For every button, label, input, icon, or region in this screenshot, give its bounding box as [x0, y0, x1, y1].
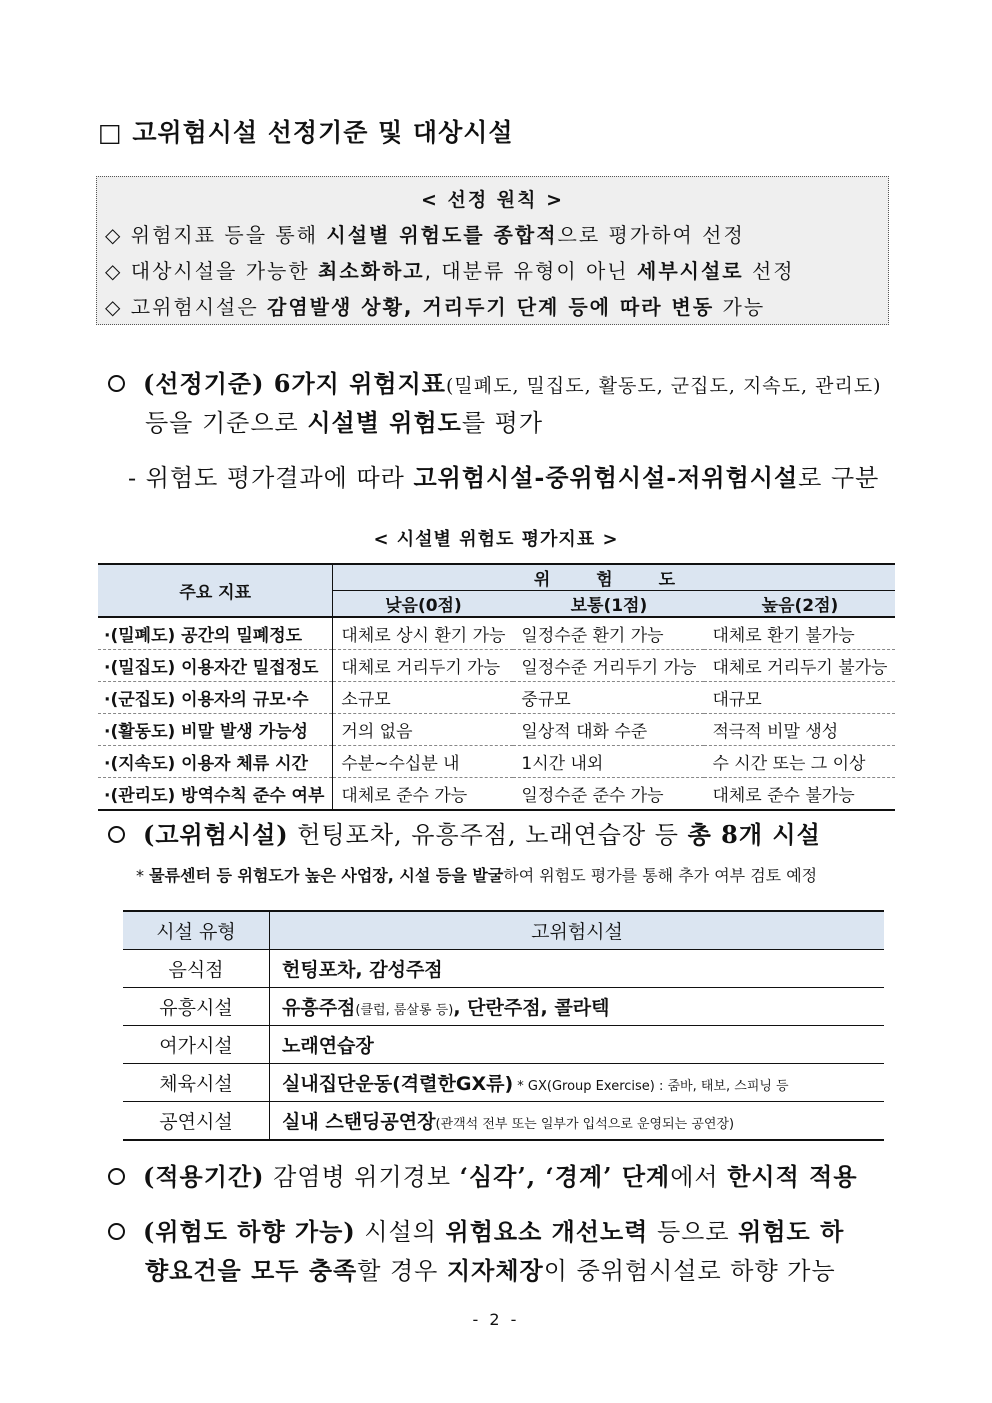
diamond-icon: ◇	[105, 295, 123, 319]
cell-mid: 중규모	[513, 682, 704, 714]
page-number: - 2 -	[472, 1310, 520, 1329]
facility-list	[270, 988, 885, 1026]
header-risk: 위 험 도	[333, 564, 896, 591]
cell-mid: 일정수준 환기 가능	[521, 626, 664, 646]
header-level-low: 낮음(0점)	[333, 591, 514, 618]
facility-list	[270, 950, 885, 988]
principle-line-1	[105, 219, 888, 248]
principle-text: 으로 평가하여 선정	[557, 223, 745, 247]
facility-note: (클럽, 룸살롱 등)	[355, 1003, 454, 1018]
table-row	[123, 1102, 884, 1141]
period-emphasis: 한시적 적용	[727, 1162, 858, 1191]
downgrade-emphasis: 위험도 하	[738, 1217, 845, 1246]
row-label: ·(활동도) 비말 발생 가능성	[98, 714, 333, 746]
table-row	[123, 950, 884, 988]
period-heading: (적용기간)	[143, 1162, 265, 1191]
principle-emphasis: 최소화하고	[318, 259, 425, 283]
high-risk-heading: (고위험시설)	[143, 820, 289, 849]
facility-list	[270, 1102, 885, 1141]
facility-note: * GX(Group Exercise) : 줌바, 태보, 스피닝 등	[513, 1079, 789, 1094]
cell-low: 수분~수십분 내	[333, 746, 514, 778]
diamond-icon: ◇	[105, 223, 123, 247]
cell-mid: 일정수준 거리두기 가능	[513, 650, 704, 682]
row-label: ·(지속도) 이용자 체류 시간	[98, 746, 333, 778]
facility-type: 공연시설	[123, 1102, 270, 1141]
high-risk-text: 헌팅포차, 유흥주점, 노래연습장 등	[288, 821, 688, 849]
principle-line-3	[105, 291, 888, 320]
cell-high: 대체로 준수 불가능	[704, 778, 895, 811]
downgrade-emphasis: 위험요소 개선노력	[445, 1217, 649, 1246]
principle-emphasis: 시설별 위험도를 종합적	[326, 223, 558, 247]
facility-names: 유흥주점	[282, 997, 356, 1019]
facility-type: 음식점	[123, 950, 270, 988]
criteria-heading: (선정기준) 6가지 위험지표	[143, 369, 446, 398]
downgrade-heading: (위험도 하향 가능)	[143, 1217, 356, 1246]
table-row	[98, 778, 895, 811]
cell-low: 대체로 상시 환기 가능	[341, 626, 506, 646]
cell-low: 대체로 준수 가능	[333, 778, 514, 811]
high-risk-paragraph	[108, 815, 821, 850]
facility-type: 유흥시설	[123, 988, 270, 1026]
principle-text: 대상시설을 가능한	[130, 259, 319, 283]
circle-bullet-icon	[108, 375, 125, 392]
facility-names: 헌팅포차, 감성주점	[282, 959, 443, 981]
table-row	[98, 617, 895, 650]
principle-text: 가능	[714, 295, 766, 319]
header-level-high: 높음(2점)	[704, 591, 895, 618]
principle-text: , 대분류 유형이 아닌	[424, 259, 637, 283]
circle-bullet-icon	[108, 826, 125, 843]
table-row	[123, 988, 884, 1026]
cell-mid: 1시간 내외	[513, 746, 704, 778]
cell-low: 거의 없음	[333, 714, 514, 746]
downgrade-paragraph-line2	[145, 1251, 836, 1286]
facility-type: 여가시설	[123, 1026, 270, 1064]
high-risk-emphasis: 총 8개 시설	[687, 820, 821, 849]
classification-subitem	[128, 458, 879, 493]
cell-low: 대체로 거리두기 가능	[333, 650, 514, 682]
row-label: ·(밀집도) 이용자간 밀접정도	[98, 650, 333, 682]
header-facility-type: 시설 유형	[123, 911, 270, 950]
cell-low: 소규모	[333, 682, 514, 714]
downgrade-text: 시설의	[355, 1218, 446, 1246]
header-main-indicator: 주요 지표	[98, 564, 333, 617]
criteria-text: 등을 기준으로	[145, 409, 308, 437]
dash-marker: -	[128, 464, 138, 492]
downgrade-emphasis: 향요건을 모두 충족	[145, 1256, 358, 1285]
period-text: 감염병 위기경보	[264, 1163, 460, 1191]
facility-names: , 단란주점, 콜라텍	[453, 997, 610, 1019]
cell-high: 수 시간 또는 그 이상	[704, 746, 895, 778]
footnote	[136, 863, 817, 886]
principles-header: < 선정 원칙 >	[420, 189, 565, 211]
circle-bullet-icon	[108, 1223, 125, 1240]
cell-high: 대체로 거리두기 불가능	[704, 650, 895, 682]
criteria-paragraph-line2	[145, 403, 543, 438]
principle-text: 고위험시설은	[130, 295, 268, 319]
criteria-text: 를 평가	[461, 409, 544, 437]
risk-table-caption: < 시설별 위험도 평가지표 >	[373, 529, 619, 550]
facility-names: 노래연습장	[282, 1035, 374, 1057]
asterisk-marker: *	[136, 866, 150, 885]
principle-text: 선정	[743, 259, 795, 283]
facility-names: 실내 스탠딩공연장	[282, 1111, 436, 1133]
table-row	[98, 650, 895, 682]
cell-mid: 일정수준 준수 가능	[513, 778, 704, 811]
criteria-emphasis: 시설별 위험도	[307, 408, 462, 437]
table-row	[123, 1064, 884, 1102]
high-risk-facility-table	[123, 910, 884, 1141]
diamond-icon: ◇	[105, 259, 123, 283]
cell-high: 대규모	[704, 682, 895, 714]
row-label: ·(밀폐도) 공간의 밀폐정도	[98, 617, 333, 650]
principle-line-2	[105, 255, 888, 284]
row-label: ·(군집도) 이용자의 규모·수	[98, 682, 333, 714]
facility-names: 실내집단운동(격렬한GX류)	[282, 1073, 514, 1095]
header-level-mid: 보통(1점)	[513, 591, 704, 618]
table-row	[123, 1026, 884, 1064]
period-paragraph	[108, 1157, 858, 1192]
facility-list	[270, 1064, 885, 1102]
facility-note: (관객석 전부 또는 일부가 입석으로 운영되는 공연장)	[435, 1117, 735, 1132]
facility-list	[270, 1026, 885, 1064]
cell-mid: 일상적 대화 수준	[513, 714, 704, 746]
facility-type: 체육시설	[123, 1064, 270, 1102]
footnote-text: 하여 위험도 평가를 통해 추가 여부 검토 예정	[503, 866, 818, 885]
row-label: ·(관리도) 방역수칙 준수 여부	[98, 778, 333, 811]
footnote-emphasis: 물류센터 등 위험도가 높은 사업장, 시설 등을 발굴	[149, 866, 504, 885]
table-row	[98, 714, 895, 746]
downgrade-paragraph	[108, 1212, 844, 1247]
cell-high: 적극적 비말 생성	[704, 714, 895, 746]
risk-indicator-table	[98, 563, 895, 811]
criteria-indicators: (밀폐도, 밀집도, 활동도, 군집도, 지속도, 관리도)	[445, 375, 882, 397]
downgrade-emphasis: 지자체장	[447, 1256, 544, 1285]
cell-high: 대체로 환기 불가능	[712, 626, 855, 646]
downgrade-text: 이 중위험시설로 하향 가능	[543, 1257, 836, 1285]
principles-box	[96, 176, 889, 325]
principle-text: 위험지표 등을 통해	[130, 223, 327, 247]
table-row	[98, 746, 895, 778]
criteria-paragraph	[108, 364, 882, 399]
classification-emphasis: 고위험시설-중위험시설-저위험시설	[413, 463, 799, 492]
page-title: □ 고위험시설 선정기준 및 대상시설	[98, 118, 514, 147]
principle-emphasis: 세부시설로	[637, 259, 744, 283]
period-text: 에서	[670, 1163, 728, 1191]
downgrade-text: 할 경우	[357, 1257, 447, 1285]
table-row	[98, 682, 895, 714]
downgrade-text: 등으로	[648, 1218, 739, 1246]
period-emphasis: ‘심각’, ‘경계’ 단계	[459, 1162, 671, 1191]
classification-text: 로 구분	[798, 464, 880, 492]
principle-emphasis: 감염발생 상황, 거리두기 단계 등에 따라 변동	[267, 295, 715, 319]
circle-bullet-icon	[108, 1168, 125, 1185]
classification-text: 위험도 평가결과에 따라	[145, 464, 414, 492]
header-high-risk-facility: 고위험시설	[270, 911, 885, 950]
